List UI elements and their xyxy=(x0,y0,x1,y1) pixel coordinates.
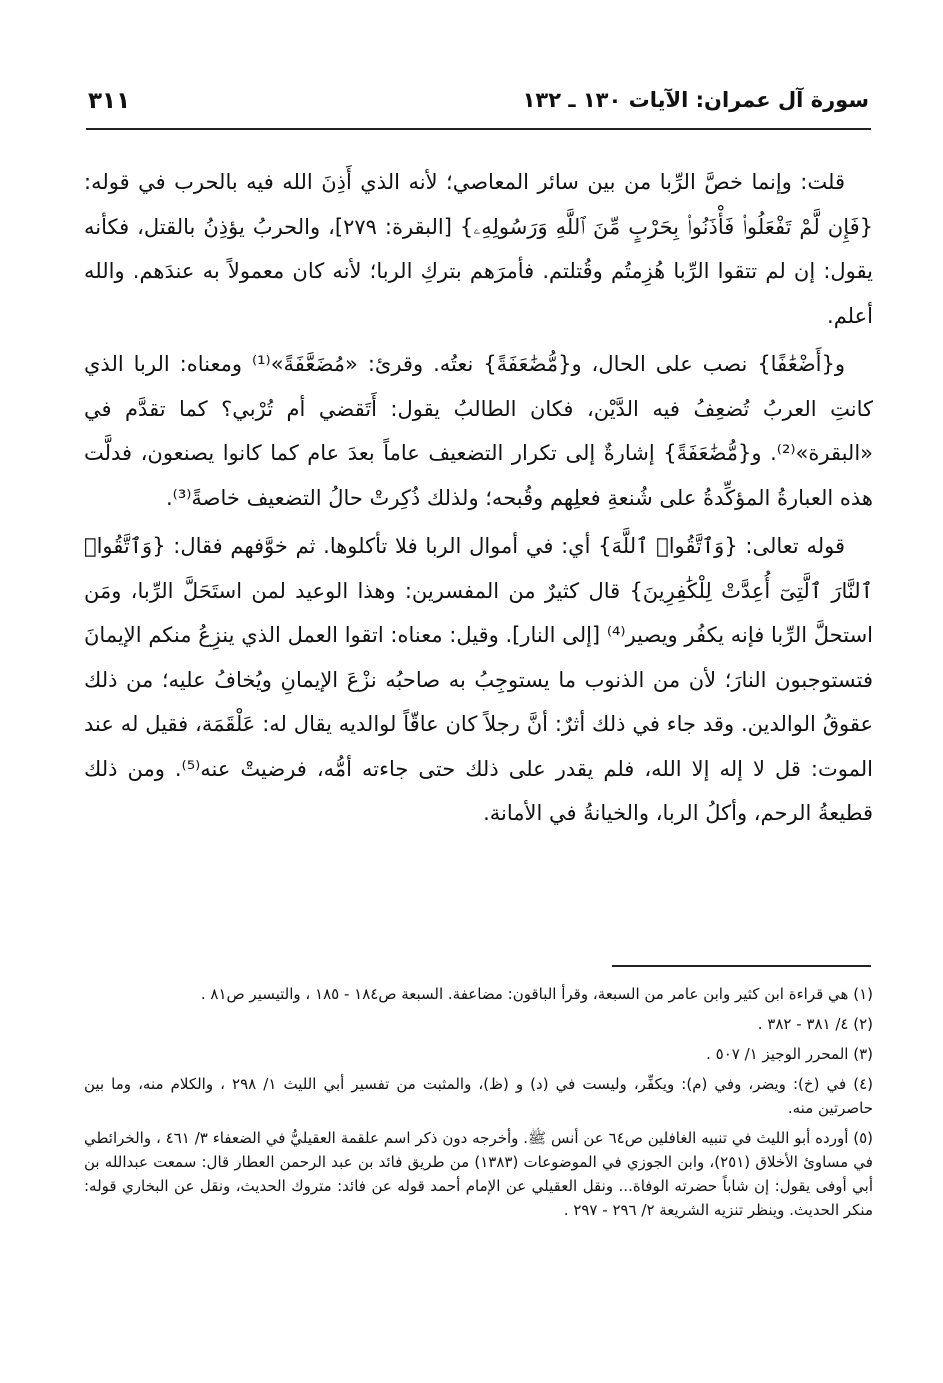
footnote-3: (٣) المحرر الوجيز ١/ ٥٠٧ . xyxy=(706,1045,873,1063)
footnote-1: (١) هي قراءة ابن كثير وابن عامر من السبعة، وقرأ الباقون: مضاعفة. السبعة ص١٨٤ - ١٨٥ ، والتيسير ص٨١ . xyxy=(200,985,873,1003)
footnote-5: (٥) أورده أبو الليث في تنبيه الغافلين ص٦٤ عن أنس ﷺ. وأخرجه دون ذكر اسم علقمة العقيليُّ في الضعفاء ٣/ ٤٦١ ، والخرائطي في مساوئ الأخلاق (٢٥١)، وابن الجوزي في الموضوعات (١٣٨٣) من طريق فائد بن عبد الرحمن العطار قال: سمعت عبدالله بن أبي أوفى يقول: إن شاباً حضرته الوفاة... ونقل العقيلي عن الإمام أحمد قوله عن فائد: متروك الحديث، ونقل عن البخاري قوله: منكر الحديث. وينظر تنزيه الشريعة ٢/ ٢٩٦ - ٢٩٧ . xyxy=(84,1129,874,1219)
running-title: سورة آل عمران: الآيات ١٣٠ ـ ١٣٢ xyxy=(522,88,869,112)
paragraph: و{أَضْعَٰفًا} نصب على الحال، و{مُّضَٰعَفَةً} نعتُه. وقرئ: «مُضَعَّفَةً»⁽¹⁾ ومعناه: الربا الذي كانتِ العربُ تُضعِفُ فيه الدَّيْن، فكان الطالبُ يقول: أَتَقضي أم تُرْبي؟ كما تقدَّم في «البقرة»⁽²⁾. و{مُّضَٰعَفَةً} إشارةٌ إلى تكرار التضعيف عاماً بعدَ عام كما كانوا يصنعون، فدلَّت هذه العبارةُ المؤكِّدةُ على شُنعةِ فعلِهم وقُبحه؛ ولذلك ذُكِرتْ حالُ التضعيف خاصةً⁽³⁾. xyxy=(84,352,873,510)
footnote-2: (٢) ٤/ ٣٨١ - ٣٨٢ . xyxy=(757,1015,873,1033)
paragraph: قلت: وإنما خصَّ الرِّبا من بين سائر المعاصي؛ لأنه الذي أَذِنَ الله فيه بالحرب في قوله: {فَإِن لَّمْ تَفْعَلُوا۟ فَأْذَنُوا۟ بِحَرْبٍ مِّنَ ٱللَّهِ وَرَسُولِهِۦ} [البقرة: ٢٧٩]، والحربُ يؤذِنُ بالقتل، فكأنه يقول: إن لم تتقوا الرِّبا هُزِمتُم وقُتلتم. فأمرَهم بتركِ الربا؛ لأنه كان معمولاً به عندَهم. والله أعلم. xyxy=(84,170,873,328)
footnote-separator xyxy=(612,965,871,967)
page-number: ٣١١ xyxy=(88,88,131,114)
running-header xyxy=(88,84,869,124)
paragraph: قوله تعالى: {وَٱتَّقُوا۟ ٱللَّهَ} أي: في أموال الربا فلا تأكلوها. ثم خوَّفهم فقال: {وَٱتَّقُوا۟ ٱلنَّارَ ٱلَّتِىٓ أُعِدَّتْ لِلْكَٰفِرِينَ} قال كثيرٌ من المفسرين: وهذا الوعيد لمن استَحَلَّ الرِّبا، ومَن استحلَّ الرِّبا فإنه يكفُر ويصير⁽⁴⁾ [إلى النار]. وقيل: معناه: اتقوا العمل الذي ينزِعُ منكم الإيمانَ فتستوجبون النارَ؛ لأن من الذنوب ما يستوجِبُ به صاحبُه نزْعَ الإيمانِ ويُخافُ عليه؛ من ذلك عقوقُ الوالدين. وقد جاء في ذلك أثرٌ: أنَّ رجلاً كان عاقّاً لوالديه يقال له: عَلْقَمَة، فقيل له عند الموت: قل لا إله إلا الله، فلم يقدر على ذلك حتى جاءته أمُّه، فرضيتْ عنه⁽⁵⁾. ومن ذلك قطيعةُ الرحم، وأكلُ الربا، والخيانةُ في الأمانة. xyxy=(84,534,873,825)
main-text xyxy=(84,160,873,836)
footnote-4: (٤) في (خ): ويضر، وفي (م): ويكفِّر، وليست في (د) و (ظ)، والمثبت من تفسير أبي الليث ١/ ٢٩٨ ، والكلام منه، وما بين حاصرتين منه. xyxy=(84,1075,873,1117)
header-rule xyxy=(86,128,871,130)
footnotes xyxy=(84,982,873,1228)
